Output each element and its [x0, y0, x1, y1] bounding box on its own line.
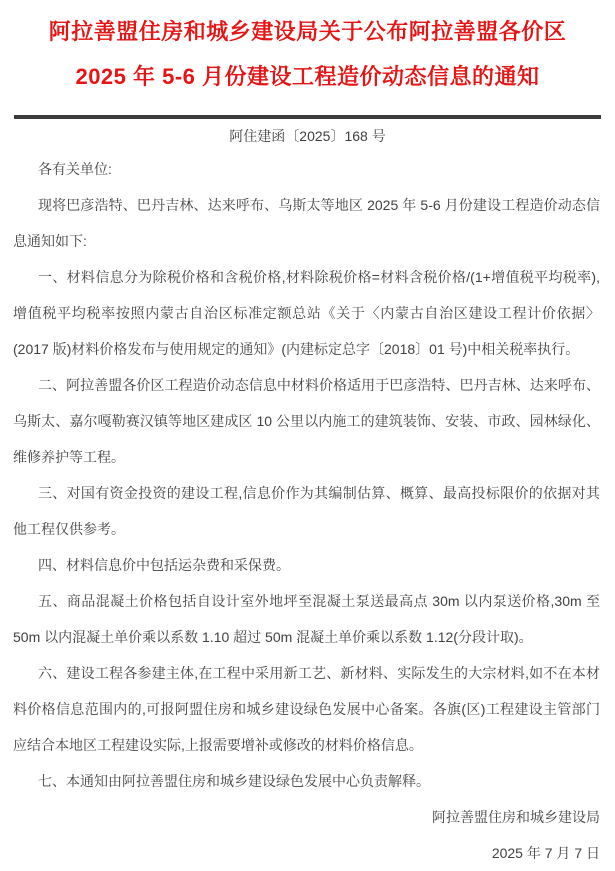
paragraph-item-1: 一、材料信息分为除税价格和含税价格,材料除税价格=材料含税价格/(1+增值税平均税率),增值税平均税率按照内蒙古自治区标准定额总站《关于〈内蒙古自治区建设工程计价依据〉(2017 版)材料价格发布与使用规定的通知》(内建标定总字〔2018〕01 号)中相关税率执行。 [13, 269, 600, 357]
title-line-2: 2025 年 5-6 月份建设工程造价动态信息的通知 [75, 64, 540, 89]
document-body [0, 151, 615, 871]
paragraph-item-4: 四、材料信息价中包括运杂费和采保费。 [38, 557, 290, 573]
document-title [0, 0, 615, 99]
title-line-1: 阿拉善盟住房和城乡建设局关于公布阿拉善盟各价区 [48, 19, 567, 44]
paragraph-item-2: 二、阿拉善盟各价区工程造价动态信息中材料价格适用于巴彦浩特、巴丹吉林、达来呼布、乌斯太、嘉尔嘎勒赛汉镇等地区建成区 10 公里以内施工的建筑装饰、安装、市政、园林绿化、维修养护等工程。 [13, 377, 600, 465]
paragraph-item-6: 六、建设工程各参建主体,在工程中采用新工艺、新材料、实际发生的大宗材料,如不在本材料价格信息范围内的,可报阿盟住房和城乡建设绿色发展中心备案。各旗(区)工程建设主管部门应结合本地区工程建设实际,上报需要增补或修改的材料价格信息。 [13, 665, 600, 753]
salutation: 各有关单位: [38, 161, 112, 177]
signature-organization: 阿拉善盟住房和城乡建设局 [432, 809, 600, 825]
paragraph-item-5: 五、商品混凝土价格包括自设计室外地坪至混凝土泵送最高点 30m 以内泵送价格,30m 至 50m 以内混凝土单价乘以系数 1.10 超过 50m 混凝土单价乘以系数 1.12(分段计取)。 [13, 593, 600, 645]
paragraph-intro: 现将巴彦浩特、巴丹吉林、达来呼布、乌斯太等地区 2025 年 5-6 月份建设工程造价动态信息通知如下: [13, 197, 600, 249]
paragraph-item-7: 七、本通知由阿拉善盟住房和城乡建设绿色发展中心负责解释。 [38, 773, 430, 789]
signature-date: 2025 年 7 月 7 日 [491, 845, 600, 861]
title-separator-rule [14, 115, 601, 119]
paragraph-item-3: 三、对国有资金投资的建设工程,信息价作为其编制估算、概算、最高投标限价的依据对其他工程仅供参考。 [13, 485, 600, 537]
document-number: 阿住建函〔2025〕168 号 [229, 128, 386, 144]
